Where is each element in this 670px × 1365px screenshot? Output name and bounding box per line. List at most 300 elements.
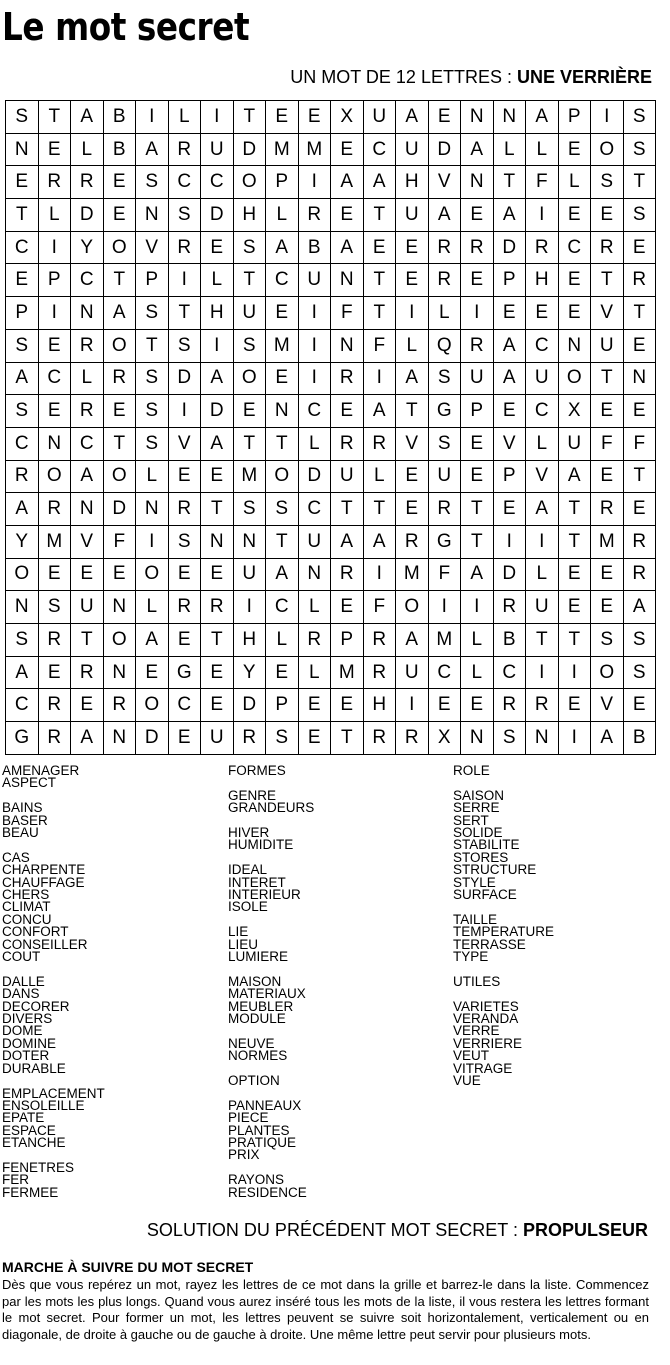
grid-cell[interactable]: Q: [428, 329, 461, 362]
grid-cell[interactable]: N: [71, 493, 104, 526]
grid-cell[interactable]: E: [461, 264, 494, 297]
grid-cell[interactable]: E: [201, 656, 234, 689]
grid-cell[interactable]: S: [623, 101, 656, 134]
grid-cell[interactable]: O: [38, 460, 71, 493]
grid-cell[interactable]: R: [363, 624, 396, 657]
grid-cell[interactable]: A: [493, 362, 526, 395]
grid-cell[interactable]: T: [6, 199, 39, 232]
grid-cell[interactable]: E: [558, 558, 591, 591]
grid-cell[interactable]: N: [461, 101, 494, 134]
grid-cell[interactable]: E: [461, 199, 494, 232]
grid-cell[interactable]: A: [71, 101, 104, 134]
grid-cell[interactable]: E: [623, 329, 656, 362]
grid-cell[interactable]: C: [363, 133, 396, 166]
grid-cell[interactable]: U: [396, 133, 429, 166]
grid-cell[interactable]: I: [298, 297, 331, 330]
grid-cell[interactable]: T: [558, 493, 591, 526]
grid-cell[interactable]: E: [623, 493, 656, 526]
grid-cell[interactable]: E: [38, 656, 71, 689]
grid-cell[interactable]: S: [6, 395, 39, 428]
grid-cell[interactable]: A: [558, 460, 591, 493]
grid-cell[interactable]: R: [168, 231, 201, 264]
grid-cell[interactable]: N: [201, 525, 234, 558]
grid-cell[interactable]: D: [298, 460, 331, 493]
grid-cell[interactable]: S: [136, 362, 169, 395]
grid-cell[interactable]: E: [168, 722, 201, 755]
grid-cell[interactable]: E: [6, 264, 39, 297]
grid-cell[interactable]: V: [168, 427, 201, 460]
grid-cell[interactable]: V: [493, 427, 526, 460]
grid-cell[interactable]: B: [298, 231, 331, 264]
grid-cell[interactable]: R: [71, 656, 104, 689]
grid-cell[interactable]: E: [136, 656, 169, 689]
grid-cell[interactable]: S: [136, 395, 169, 428]
grid-cell[interactable]: S: [6, 329, 39, 362]
grid-cell[interactable]: A: [266, 558, 299, 591]
grid-cell[interactable]: R: [71, 395, 104, 428]
grid-cell[interactable]: N: [331, 329, 364, 362]
grid-cell[interactable]: C: [428, 656, 461, 689]
grid-cell[interactable]: A: [136, 624, 169, 657]
grid-cell[interactable]: E: [558, 264, 591, 297]
grid-cell[interactable]: U: [396, 656, 429, 689]
grid-cell[interactable]: O: [591, 656, 624, 689]
grid-cell[interactable]: A: [201, 362, 234, 395]
grid-cell[interactable]: C: [558, 231, 591, 264]
grid-cell[interactable]: E: [461, 427, 494, 460]
grid-cell[interactable]: P: [493, 460, 526, 493]
grid-cell[interactable]: N: [103, 656, 136, 689]
grid-cell[interactable]: T: [266, 525, 299, 558]
grid-cell[interactable]: I: [591, 101, 624, 134]
grid-cell[interactable]: C: [6, 689, 39, 722]
grid-cell[interactable]: R: [71, 329, 104, 362]
grid-cell[interactable]: P: [331, 624, 364, 657]
grid-cell[interactable]: H: [233, 199, 266, 232]
grid-cell[interactable]: M: [396, 558, 429, 591]
grid-cell[interactable]: U: [428, 460, 461, 493]
grid-cell[interactable]: V: [526, 460, 559, 493]
grid-cell[interactable]: A: [461, 133, 494, 166]
grid-cell[interactable]: I: [461, 297, 494, 330]
grid-cell[interactable]: N: [331, 264, 364, 297]
grid-cell[interactable]: R: [623, 525, 656, 558]
grid-cell[interactable]: I: [396, 297, 429, 330]
grid-cell[interactable]: Y: [233, 656, 266, 689]
grid-cell[interactable]: T: [331, 493, 364, 526]
grid-cell[interactable]: I: [363, 362, 396, 395]
grid-cell[interactable]: T: [591, 362, 624, 395]
grid-cell[interactable]: U: [331, 460, 364, 493]
grid-cell[interactable]: T: [331, 722, 364, 755]
grid-cell[interactable]: R: [461, 231, 494, 264]
grid-cell[interactable]: E: [591, 395, 624, 428]
grid-cell[interactable]: U: [461, 362, 494, 395]
grid-cell[interactable]: L: [526, 427, 559, 460]
grid-cell[interactable]: F: [428, 558, 461, 591]
grid-cell[interactable]: R: [6, 460, 39, 493]
grid-cell[interactable]: S: [168, 199, 201, 232]
grid-cell[interactable]: E: [201, 558, 234, 591]
grid-cell[interactable]: H: [233, 624, 266, 657]
grid-cell[interactable]: F: [331, 297, 364, 330]
grid-cell[interactable]: A: [136, 133, 169, 166]
grid-cell[interactable]: C: [6, 231, 39, 264]
grid-cell[interactable]: R: [168, 493, 201, 526]
grid-cell[interactable]: T: [103, 427, 136, 460]
grid-cell[interactable]: S: [591, 166, 624, 199]
grid-cell[interactable]: A: [6, 656, 39, 689]
grid-cell[interactable]: I: [38, 297, 71, 330]
grid-cell[interactable]: E: [558, 689, 591, 722]
grid-cell[interactable]: R: [38, 624, 71, 657]
grid-cell[interactable]: A: [6, 493, 39, 526]
grid-cell[interactable]: E: [201, 231, 234, 264]
grid-cell[interactable]: O: [103, 231, 136, 264]
grid-cell[interactable]: M: [428, 624, 461, 657]
grid-cell[interactable]: U: [233, 297, 266, 330]
grid-cell[interactable]: T: [233, 264, 266, 297]
grid-cell[interactable]: E: [201, 689, 234, 722]
grid-cell[interactable]: I: [461, 591, 494, 624]
grid-cell[interactable]: C: [168, 166, 201, 199]
grid-cell[interactable]: T: [526, 624, 559, 657]
grid-cell[interactable]: D: [201, 199, 234, 232]
grid-cell[interactable]: C: [201, 166, 234, 199]
grid-cell[interactable]: R: [396, 722, 429, 755]
grid-cell[interactable]: S: [136, 166, 169, 199]
grid-cell[interactable]: E: [266, 362, 299, 395]
grid-cell[interactable]: N: [71, 297, 104, 330]
grid-cell[interactable]: T: [201, 624, 234, 657]
grid-cell[interactable]: A: [428, 199, 461, 232]
grid-cell[interactable]: A: [526, 493, 559, 526]
grid-cell[interactable]: E: [298, 101, 331, 134]
grid-cell[interactable]: E: [558, 133, 591, 166]
grid-cell[interactable]: R: [363, 656, 396, 689]
grid-cell[interactable]: U: [233, 558, 266, 591]
grid-cell[interactable]: N: [461, 166, 494, 199]
grid-cell[interactable]: E: [331, 591, 364, 624]
grid-cell[interactable]: O: [6, 558, 39, 591]
grid-cell[interactable]: R: [428, 493, 461, 526]
grid-cell[interactable]: R: [298, 199, 331, 232]
grid-cell[interactable]: F: [526, 166, 559, 199]
grid-cell[interactable]: E: [558, 199, 591, 232]
grid-cell[interactable]: E: [331, 133, 364, 166]
grid-cell[interactable]: T: [558, 525, 591, 558]
grid-cell[interactable]: G: [168, 656, 201, 689]
grid-cell[interactable]: A: [396, 624, 429, 657]
grid-cell[interactable]: E: [103, 558, 136, 591]
grid-cell[interactable]: D: [103, 493, 136, 526]
grid-cell[interactable]: H: [201, 297, 234, 330]
grid-cell[interactable]: E: [6, 166, 39, 199]
grid-cell[interactable]: N: [266, 395, 299, 428]
grid-cell[interactable]: R: [331, 558, 364, 591]
grid-cell[interactable]: R: [233, 722, 266, 755]
grid-cell[interactable]: L: [168, 101, 201, 134]
grid-cell[interactable]: S: [428, 362, 461, 395]
grid-cell[interactable]: S: [591, 624, 624, 657]
grid-cell[interactable]: C: [38, 362, 71, 395]
grid-cell[interactable]: A: [266, 231, 299, 264]
grid-cell[interactable]: I: [201, 329, 234, 362]
grid-cell[interactable]: S: [266, 493, 299, 526]
grid-cell[interactable]: A: [363, 525, 396, 558]
grid-cell[interactable]: D: [493, 231, 526, 264]
grid-cell[interactable]: F: [103, 525, 136, 558]
grid-cell[interactable]: P: [6, 297, 39, 330]
grid-cell[interactable]: A: [591, 722, 624, 755]
grid-cell[interactable]: A: [6, 362, 39, 395]
grid-cell[interactable]: F: [623, 427, 656, 460]
grid-cell[interactable]: T: [591, 264, 624, 297]
grid-cell[interactable]: I: [168, 395, 201, 428]
grid-cell[interactable]: T: [103, 264, 136, 297]
grid-cell[interactable]: H: [396, 166, 429, 199]
grid-cell[interactable]: I: [558, 656, 591, 689]
grid-cell[interactable]: R: [363, 427, 396, 460]
grid-cell[interactable]: R: [38, 166, 71, 199]
grid-cell[interactable]: H: [526, 264, 559, 297]
grid-cell[interactable]: E: [71, 689, 104, 722]
grid-cell[interactable]: E: [558, 297, 591, 330]
grid-cell[interactable]: C: [71, 264, 104, 297]
grid-cell[interactable]: I: [396, 689, 429, 722]
grid-cell[interactable]: A: [363, 166, 396, 199]
grid-cell[interactable]: E: [396, 264, 429, 297]
grid-cell[interactable]: U: [363, 101, 396, 134]
grid-cell[interactable]: R: [591, 231, 624, 264]
grid-cell[interactable]: L: [266, 624, 299, 657]
grid-cell[interactable]: S: [168, 525, 201, 558]
grid-cell[interactable]: U: [298, 264, 331, 297]
grid-cell[interactable]: I: [233, 591, 266, 624]
grid-cell[interactable]: T: [363, 264, 396, 297]
grid-cell[interactable]: R: [38, 493, 71, 526]
grid-cell[interactable]: S: [266, 722, 299, 755]
grid-cell[interactable]: F: [363, 591, 396, 624]
grid-cell[interactable]: H: [363, 689, 396, 722]
grid-cell[interactable]: E: [428, 689, 461, 722]
grid-cell[interactable]: N: [103, 591, 136, 624]
grid-cell[interactable]: E: [591, 460, 624, 493]
grid-cell[interactable]: L: [298, 591, 331, 624]
grid-cell[interactable]: T: [623, 297, 656, 330]
grid-cell[interactable]: I: [136, 101, 169, 134]
grid-cell[interactable]: N: [461, 722, 494, 755]
grid-cell[interactable]: C: [298, 395, 331, 428]
grid-cell[interactable]: R: [526, 689, 559, 722]
grid-cell[interactable]: R: [428, 264, 461, 297]
grid-cell[interactable]: E: [201, 460, 234, 493]
grid-cell[interactable]: E: [591, 591, 624, 624]
grid-cell[interactable]: E: [526, 297, 559, 330]
grid-cell[interactable]: A: [71, 722, 104, 755]
grid-cell[interactable]: R: [168, 133, 201, 166]
grid-cell[interactable]: P: [38, 264, 71, 297]
grid-cell[interactable]: G: [6, 722, 39, 755]
grid-cell[interactable]: E: [461, 689, 494, 722]
grid-cell[interactable]: V: [71, 525, 104, 558]
grid-cell[interactable]: O: [233, 362, 266, 395]
grid-cell[interactable]: E: [103, 395, 136, 428]
grid-cell[interactable]: T: [233, 101, 266, 134]
grid-cell[interactable]: L: [428, 297, 461, 330]
grid-cell[interactable]: A: [331, 525, 364, 558]
grid-cell[interactable]: Y: [6, 525, 39, 558]
grid-cell[interactable]: C: [526, 329, 559, 362]
grid-cell[interactable]: L: [526, 558, 559, 591]
grid-cell[interactable]: E: [591, 558, 624, 591]
grid-cell[interactable]: E: [461, 460, 494, 493]
grid-cell[interactable]: U: [201, 133, 234, 166]
grid-cell[interactable]: D: [428, 133, 461, 166]
grid-cell[interactable]: R: [461, 329, 494, 362]
grid-cell[interactable]: C: [266, 591, 299, 624]
grid-cell[interactable]: L: [363, 460, 396, 493]
grid-cell[interactable]: U: [526, 591, 559, 624]
grid-cell[interactable]: B: [103, 101, 136, 134]
grid-cell[interactable]: U: [396, 199, 429, 232]
grid-cell[interactable]: E: [363, 231, 396, 264]
grid-cell[interactable]: Y: [71, 231, 104, 264]
grid-cell[interactable]: S: [623, 656, 656, 689]
grid-cell[interactable]: T: [201, 493, 234, 526]
grid-cell[interactable]: S: [233, 231, 266, 264]
grid-cell[interactable]: R: [331, 362, 364, 395]
grid-cell[interactable]: I: [363, 558, 396, 591]
grid-cell[interactable]: B: [103, 133, 136, 166]
grid-cell[interactable]: S: [233, 493, 266, 526]
grid-cell[interactable]: T: [233, 427, 266, 460]
grid-cell[interactable]: L: [298, 427, 331, 460]
grid-cell[interactable]: V: [136, 231, 169, 264]
grid-cell[interactable]: T: [363, 297, 396, 330]
grid-cell[interactable]: A: [71, 460, 104, 493]
grid-cell[interactable]: I: [298, 329, 331, 362]
grid-cell[interactable]: D: [493, 558, 526, 591]
grid-cell[interactable]: L: [396, 329, 429, 362]
grid-cell[interactable]: P: [493, 264, 526, 297]
grid-cell[interactable]: A: [363, 395, 396, 428]
grid-cell[interactable]: I: [298, 362, 331, 395]
grid-cell[interactable]: L: [71, 362, 104, 395]
grid-cell[interactable]: S: [623, 133, 656, 166]
grid-cell[interactable]: P: [266, 689, 299, 722]
grid-cell[interactable]: U: [526, 362, 559, 395]
grid-cell[interactable]: E: [298, 689, 331, 722]
grid-cell[interactable]: X: [558, 395, 591, 428]
grid-cell[interactable]: L: [461, 624, 494, 657]
grid-cell[interactable]: U: [298, 525, 331, 558]
grid-cell[interactable]: A: [396, 101, 429, 134]
grid-cell[interactable]: R: [591, 493, 624, 526]
grid-cell[interactable]: G: [428, 395, 461, 428]
grid-cell[interactable]: C: [298, 493, 331, 526]
grid-cell[interactable]: V: [591, 689, 624, 722]
grid-cell[interactable]: N: [136, 493, 169, 526]
grid-cell[interactable]: S: [428, 427, 461, 460]
grid-cell[interactable]: E: [168, 460, 201, 493]
grid-cell[interactable]: S: [493, 722, 526, 755]
grid-cell[interactable]: E: [266, 101, 299, 134]
grid-cell[interactable]: M: [298, 133, 331, 166]
grid-cell[interactable]: V: [591, 297, 624, 330]
grid-cell[interactable]: R: [428, 231, 461, 264]
grid-cell[interactable]: E: [396, 493, 429, 526]
grid-cell[interactable]: I: [428, 591, 461, 624]
grid-cell[interactable]: O: [103, 624, 136, 657]
grid-cell[interactable]: G: [428, 525, 461, 558]
grid-cell[interactable]: N: [558, 329, 591, 362]
grid-cell[interactable]: U: [558, 427, 591, 460]
grid-cell[interactable]: A: [103, 297, 136, 330]
grid-cell[interactable]: E: [168, 558, 201, 591]
grid-cell[interactable]: A: [331, 231, 364, 264]
grid-cell[interactable]: E: [331, 395, 364, 428]
grid-cell[interactable]: I: [168, 264, 201, 297]
grid-cell[interactable]: N: [298, 558, 331, 591]
grid-cell[interactable]: T: [363, 199, 396, 232]
grid-cell[interactable]: T: [71, 624, 104, 657]
grid-cell[interactable]: A: [396, 362, 429, 395]
grid-cell[interactable]: V: [428, 166, 461, 199]
grid-cell[interactable]: E: [493, 395, 526, 428]
grid-cell[interactable]: N: [526, 722, 559, 755]
grid-cell[interactable]: T: [623, 166, 656, 199]
grid-cell[interactable]: E: [38, 395, 71, 428]
grid-cell[interactable]: E: [558, 591, 591, 624]
grid-cell[interactable]: R: [331, 427, 364, 460]
grid-cell[interactable]: C: [526, 395, 559, 428]
grid-cell[interactable]: N: [6, 591, 39, 624]
grid-cell[interactable]: R: [201, 591, 234, 624]
grid-cell[interactable]: E: [623, 395, 656, 428]
grid-cell[interactable]: E: [38, 558, 71, 591]
grid-cell[interactable]: N: [6, 133, 39, 166]
grid-cell[interactable]: U: [591, 329, 624, 362]
grid-cell[interactable]: L: [71, 133, 104, 166]
grid-cell[interactable]: S: [136, 297, 169, 330]
grid-cell[interactable]: C: [71, 427, 104, 460]
grid-cell[interactable]: E: [331, 199, 364, 232]
grid-cell[interactable]: E: [428, 101, 461, 134]
grid-cell[interactable]: U: [71, 591, 104, 624]
grid-cell[interactable]: E: [396, 231, 429, 264]
grid-cell[interactable]: N: [493, 101, 526, 134]
grid-cell[interactable]: C: [6, 427, 39, 460]
grid-cell[interactable]: E: [493, 297, 526, 330]
grid-cell[interactable]: I: [38, 231, 71, 264]
grid-cell[interactable]: R: [363, 722, 396, 755]
grid-cell[interactable]: S: [38, 591, 71, 624]
grid-cell[interactable]: E: [71, 558, 104, 591]
grid-cell[interactable]: P: [461, 395, 494, 428]
grid-cell[interactable]: E: [623, 689, 656, 722]
grid-cell[interactable]: R: [38, 722, 71, 755]
grid-cell[interactable]: A: [461, 558, 494, 591]
grid-cell[interactable]: T: [493, 166, 526, 199]
grid-cell[interactable]: R: [493, 591, 526, 624]
grid-cell[interactable]: M: [591, 525, 624, 558]
grid-cell[interactable]: N: [38, 427, 71, 460]
grid-cell[interactable]: A: [331, 166, 364, 199]
grid-cell[interactable]: N: [233, 525, 266, 558]
grid-cell[interactable]: E: [266, 297, 299, 330]
grid-cell[interactable]: M: [331, 656, 364, 689]
